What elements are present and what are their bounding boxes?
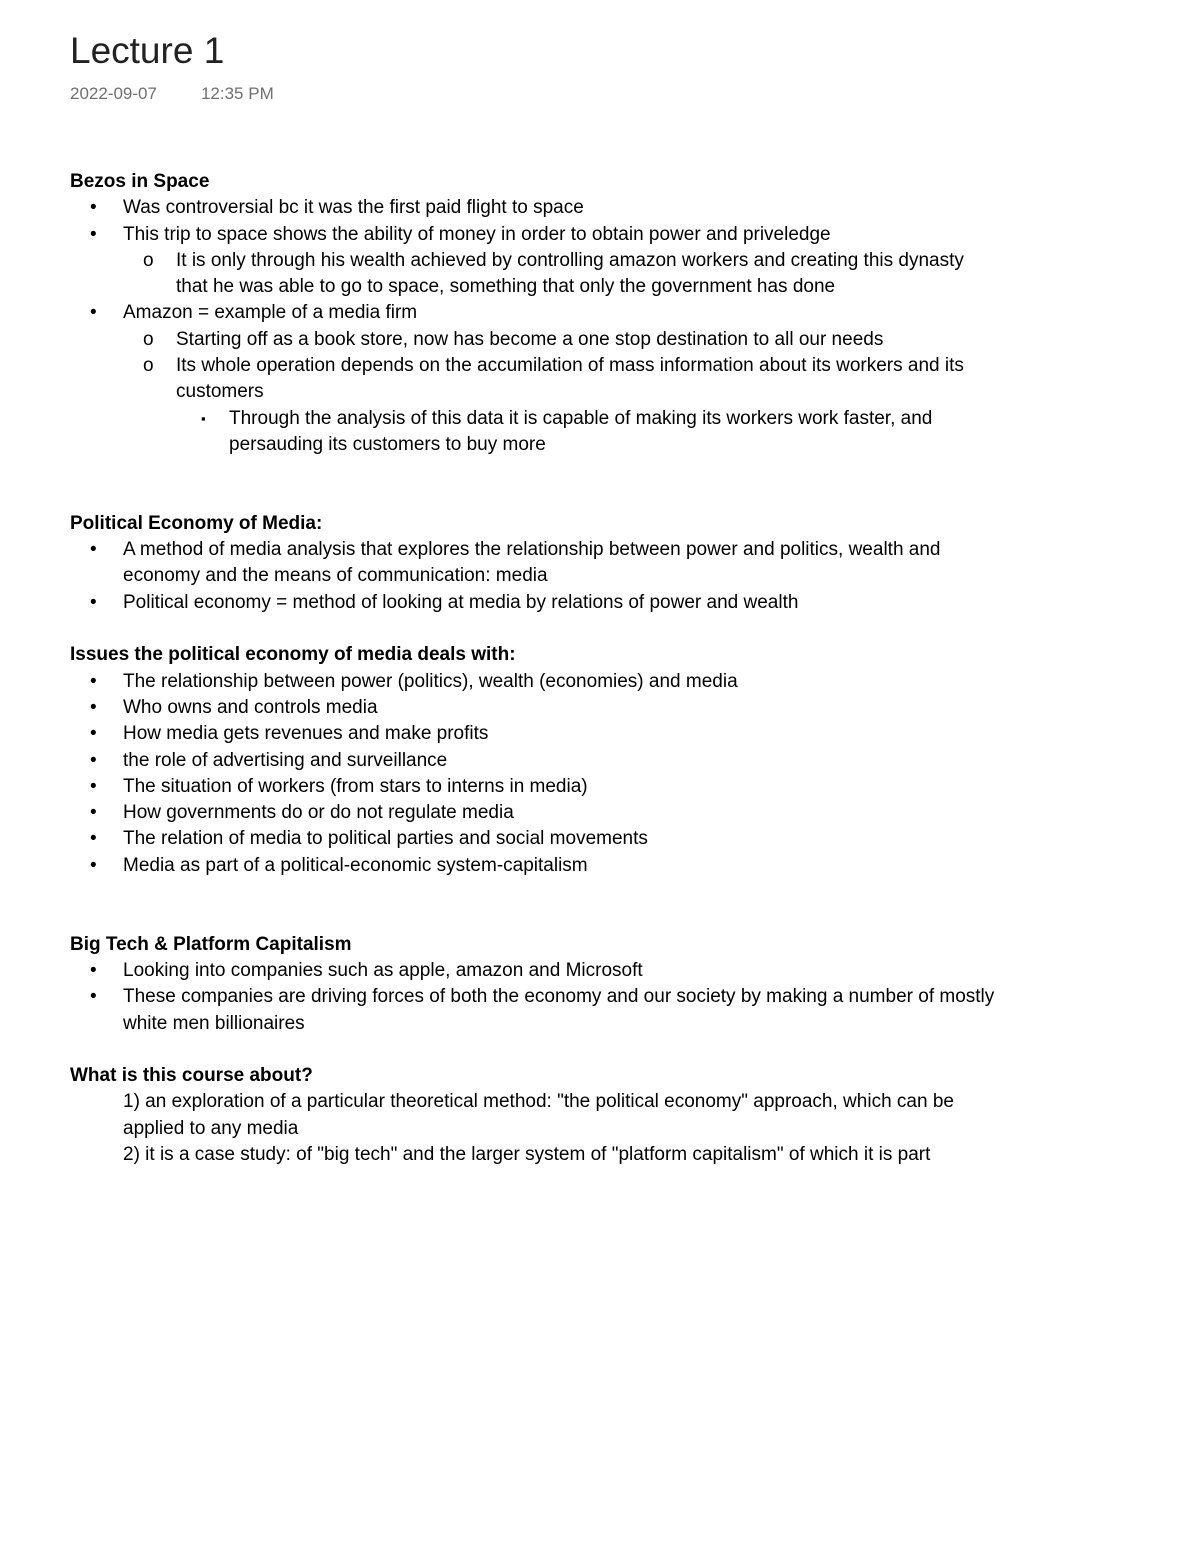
list-item: • The situation of workers (from stars to interns in media) [70, 774, 1000, 800]
bullet-dot-icon: • [90, 696, 97, 718]
bullet-circle-icon: o [143, 328, 154, 350]
note-body [70, 169, 1000, 1168]
bullet-dot-icon: • [90, 828, 97, 850]
bullet-circle-icon: o [143, 355, 154, 377]
list-item: • The relationship between power (politics), wealth (economies) and media [70, 669, 1000, 695]
bullet-dot-icon: • [90, 539, 97, 561]
page-date: 2022-09-07 [70, 84, 157, 103]
list-item: o It is only through his wealth achieved by controlling amazon workers and creating this dynasty that he was able to go to space, something that only the government has done [143, 249, 964, 298]
list-item: • Was controversial bc it was the first paid flight to space [70, 195, 1000, 221]
page-time: 12:35 PM [200, 84, 274, 103]
bullet-dot-icon: • [90, 749, 97, 771]
list-item: • Looking into companies such as apple, amazon and Microsoft [70, 958, 1000, 984]
section-heading-issues: Issues the political economy of media deals with: [70, 644, 516, 666]
list-item: o Its whole operation depends on the accumilation of mass information about its workers and its customers ▪ Through the analysis of this data it is capable of making its workers work faster, and persauding its customers to buy more [123, 353, 1000, 458]
list-item: • Who owns and controls media [70, 695, 1000, 721]
bullet-dot-icon: • [90, 986, 97, 1008]
section-heading-political-economy: Political Economy of Media: [70, 512, 323, 534]
bullet-circle-icon: o [143, 249, 154, 271]
list-item: o Starting off as a book store, now has become a one stop destination to all our needs [123, 327, 1000, 353]
section-heading-bezos: Bezos in Space [70, 171, 210, 192]
sub-sub-list [176, 406, 1000, 459]
list-item: • the role of advertising and surveillance [70, 748, 1000, 774]
bullet-dot-icon: • [90, 197, 97, 219]
section-heading-course: What is this course about? [70, 1065, 313, 1087]
bezos-list [70, 195, 1000, 458]
list-item: • Political economy = method of looking at media by relations of power and wealth [70, 590, 1000, 616]
list-item: • These companies are driving forces of both the economy and our society by making a number of mostly white men billionaires [90, 986, 995, 1034]
bullet-dot-icon: • [90, 854, 97, 876]
course-list [70, 1089, 1000, 1168]
list-item: ▪ Through the analysis of this data it is capable of making its workers work faster, and persauding its customers to buy more [201, 407, 933, 455]
list-item: • The relation of media to political parties and social movements [70, 826, 1000, 852]
bullet-dot-icon: • [90, 591, 97, 613]
list-item: • Amazon = example of a media firm o Starting off as a book store, now has become a one stop destination to all our needs o Its whole operation depends on the accumilation of mass information about its workers and its customers ▪ Through the analysis of this data it is capable of making its workers work faster, and persauding its customers to buy more [70, 300, 1000, 458]
list-item: 2) it is a case study: of "big tech" and the larger system of "platform capitalism" of which it is part [123, 1143, 931, 1165]
list-item: 1) an exploration of a particular theoretical method: "the political economy" approach, which can be applied to any media [123, 1091, 954, 1139]
section-heading-big-tech: Big Tech & Platform Capitalism [70, 933, 352, 955]
bullet-dot-icon: • [90, 775, 97, 797]
list-item: • A method of media analysis that explores the relationship between power and politics, wealth and economy and the means of communication: media [90, 539, 941, 587]
page-title: Lecture 1 [70, 30, 225, 71]
list-item: • Media as part of a political-economic system-capitalism [70, 853, 1000, 879]
bullet-dot-icon: • [90, 723, 97, 745]
bullet-dot-icon: • [90, 959, 97, 981]
list-item: • How media gets revenues and make profits [70, 721, 1000, 747]
sub-list [123, 327, 1000, 458]
list-item: • How governments do or do not regulate media [70, 800, 1000, 826]
bullet-dot-icon: • [90, 670, 97, 692]
bullet-dot-icon: • [90, 302, 97, 324]
big-tech-list [70, 958, 1000, 1037]
political-economy-list [70, 537, 1000, 616]
issues-list [70, 669, 1000, 879]
bullet-dot-icon: • [90, 802, 97, 824]
bullet-dot-icon: • [90, 223, 97, 245]
sub-list [123, 248, 1000, 301]
bullet-square-icon: ▪ [201, 410, 206, 426]
page-timestamp [70, 84, 274, 104]
list-item: • This trip to space shows the ability of money in order to obtain power and priveledge o It is only through his wealth achieved by controlling amazon workers and creating this dynasty that he was able to go to space, something that only the government has done [70, 222, 1000, 301]
